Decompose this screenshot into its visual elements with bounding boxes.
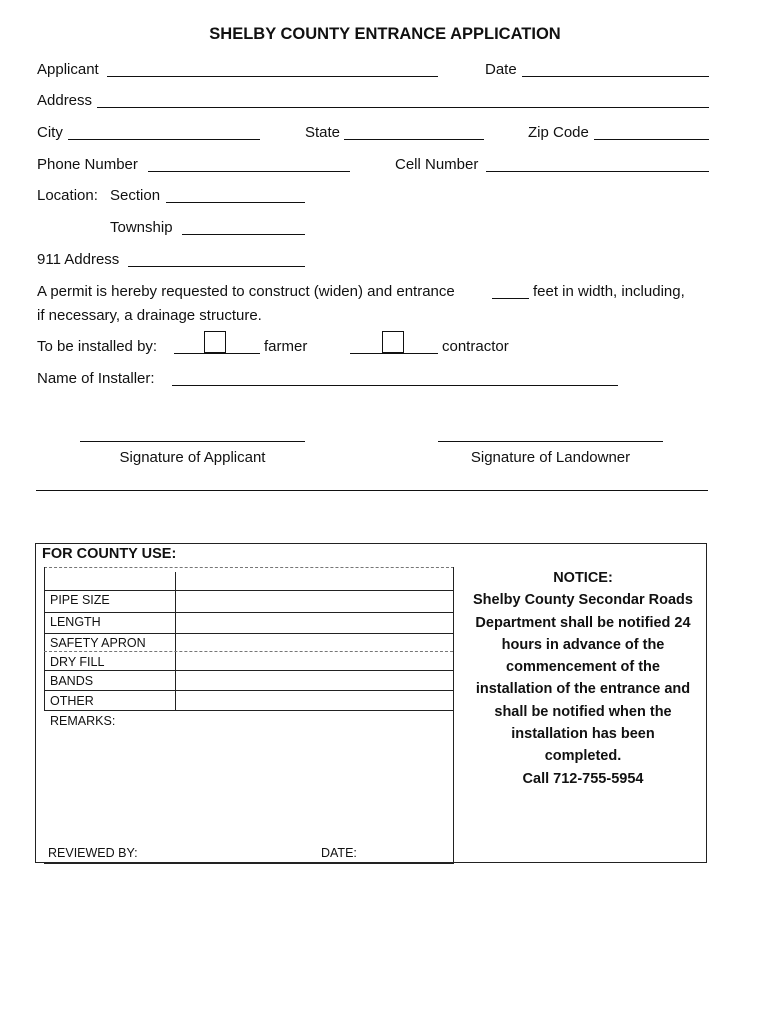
landowner-signature-line[interactable] (438, 441, 663, 442)
notice-line: Shelby County Secondar Roads (473, 592, 693, 609)
notice-line: Department shall be notified 24 (475, 614, 691, 631)
table-hline (44, 590, 453, 591)
township-label: Township (110, 219, 173, 236)
township-field[interactable] (182, 234, 305, 235)
row-pipe-size: PIPE SIZE (50, 593, 110, 607)
notice-line: hours in advance of the (501, 636, 665, 653)
notice-line: commencement of the (506, 659, 660, 676)
row-other: OTHER (50, 694, 94, 708)
installed-by-label: To be installed by: (37, 338, 158, 355)
zip-field[interactable] (594, 139, 709, 140)
phone-field[interactable] (148, 171, 350, 172)
farmer-line (174, 353, 260, 354)
table-top-dash (44, 567, 454, 568)
installer-name-field[interactable] (172, 385, 618, 386)
farmer-label: farmer (264, 338, 308, 355)
permit-text-1: A permit is hereby requested to construct (widen) and entrance (37, 283, 455, 300)
farmer-checkbox[interactable] (204, 331, 226, 353)
row-length: LENGTH (50, 615, 101, 629)
city-field[interactable] (68, 139, 260, 140)
notice-line: shall be notified when the (494, 703, 672, 720)
notice-line: installation of the entrance and (475, 681, 691, 698)
landowner-signature-label: Signature of Landowner (470, 449, 631, 466)
notice-line: installation has been (511, 726, 655, 743)
notice-heading: NOTICE: (553, 570, 613, 586)
address911-label: 911 Address (37, 251, 120, 268)
date-field[interactable] (522, 76, 709, 77)
table-hline (44, 690, 453, 691)
permit-text-3: if necessary, a drainage structure. (37, 307, 262, 324)
table-hline (44, 651, 453, 652)
notice-divider (453, 567, 454, 864)
zip-label: Zip Code (528, 124, 589, 141)
installer-name-label: Name of Installer: (37, 370, 155, 387)
county-use-heading: FOR COUNTY USE: (42, 546, 177, 562)
table-hline (44, 612, 453, 613)
row-bands: BANDS (50, 674, 94, 688)
table-hline (44, 670, 453, 671)
cell-field[interactable] (486, 171, 709, 172)
section-divider (36, 490, 708, 491)
address-label: Address (37, 92, 93, 109)
page-title: SHELBY COUNTY ENTRANCE APPLICATION (209, 25, 561, 43)
phone-label: Phone Number (37, 156, 138, 173)
section-field[interactable] (166, 202, 305, 203)
row-dry-fill: DRY FILL (50, 655, 105, 669)
state-field[interactable] (344, 139, 484, 140)
table-hline (44, 710, 453, 711)
notice-block (458, 567, 708, 790)
remarks-label: REMARKS: (50, 714, 116, 728)
applicant-signature-label: Signature of Applicant (119, 449, 266, 466)
applicant-signature-line[interactable] (80, 441, 305, 442)
table-bottom-line (44, 863, 454, 864)
state-label: State (305, 124, 341, 141)
applicant-label: Applicant (37, 61, 99, 78)
date-label: Date (485, 61, 517, 78)
applicant-field[interactable] (107, 76, 438, 77)
reviewed-by-label: REVIEWED BY: (48, 846, 138, 860)
address911-field[interactable] (128, 266, 305, 267)
contractor-line (350, 353, 438, 354)
review-date-label: DATE: (321, 846, 357, 860)
width-feet-field[interactable] (492, 298, 529, 299)
table-hline (44, 633, 453, 634)
row-safety-apron: SAFETY APRON (50, 636, 146, 650)
city-label: City (37, 124, 63, 141)
permit-text-2: feet in width, including, (533, 283, 685, 300)
notice-line: completed. (544, 748, 622, 765)
address-field[interactable] (97, 107, 709, 108)
cell-label: Cell Number (395, 156, 479, 173)
table-left-border (44, 567, 45, 710)
contractor-checkbox[interactable] (382, 331, 404, 353)
section-label: Section (110, 187, 161, 204)
notice-phone: Call 712-755-5954 (522, 770, 644, 787)
location-label: Location: (37, 187, 98, 204)
contractor-label: contractor (442, 338, 509, 355)
